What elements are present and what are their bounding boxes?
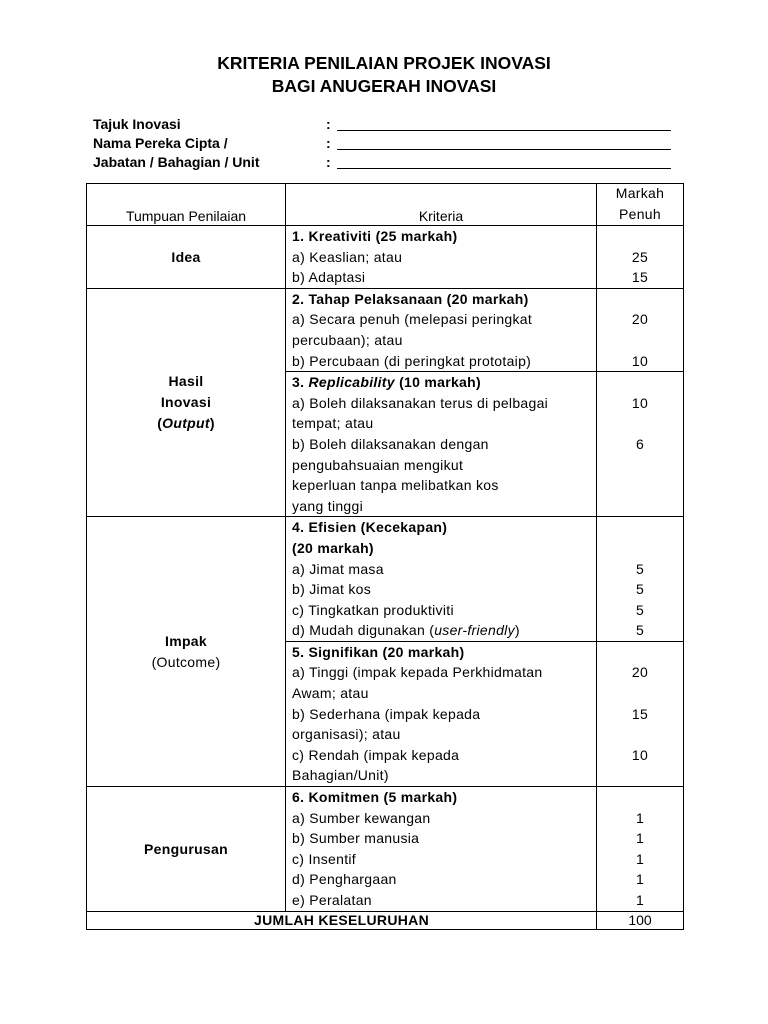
kriteria-signifikan: 5. Signifikan (20 markah) a) Tinggi (impak kepada Perkhidmatan Awam; atau b) Sederhana (impak kepada organisasi); atau c) Rendah (impak kepada Bahagian/Unit) — [286, 641, 597, 786]
markah-tahap-pelaksanaan: 20 10 — [597, 288, 684, 371]
table-total-row — [87, 911, 684, 929]
header-markah: Markah Penuh — [597, 184, 684, 226]
tumpuan-idea: Idea — [87, 226, 286, 289]
markah-kreativiti: 25 15 — [597, 226, 684, 289]
tumpuan-impak: Impak (Outcome) — [87, 517, 286, 787]
header-tumpuan: Tumpuan Penilaian — [87, 184, 286, 226]
field-colon: : — [326, 116, 331, 132]
kriteria-replicability: 3. Replicability (10 markah) a) Boleh dilaksanakan terus di pelbagai tempat; atau b) Boleh dilaksanakan dengan pengubahsuaian mengikut keperluan tanpa melibatkan kos yang tinggi — [286, 372, 597, 517]
tumpuan-pengurusan: Pengurusan — [87, 787, 286, 912]
tumpuan-hasil-inovasi: Hasil Inovasi (Output) — [87, 288, 286, 517]
table-row-pengurusan — [87, 787, 684, 912]
document-title-line-2: BAGI ANUGERAH INOVASI — [271, 76, 497, 96]
markah-komitmen: 1 1 1 1 1 — [597, 787, 684, 912]
field-label: Nama Pereka Cipta / — [93, 135, 228, 151]
kriteria-efisien: 4. Efisien (Kecekapan) (20 markah) a) Jimat masa b) Jimat kos c) Tingkatkan produktiviti d) Mudah digunakan (user-friendly) — [286, 517, 597, 642]
markah-signifikan: 20 15 10 — [597, 641, 684, 786]
table-row-idea — [87, 226, 684, 289]
field-label: Jabatan / Bahagian / Unit — [93, 154, 260, 170]
total-value: 100 — [597, 911, 684, 929]
criteria-table — [86, 183, 684, 930]
markah-efisien: 5 5 5 5 — [597, 517, 684, 642]
total-label: JUMLAH KESELURUHAN — [87, 911, 597, 929]
field-label: Tajuk Inovasi — [93, 116, 181, 132]
table-row-impak-1 — [87, 517, 684, 642]
field-colon: : — [326, 154, 331, 170]
markah-replicability: 10 6 — [597, 372, 684, 517]
field-blank-line[interactable] — [337, 149, 671, 150]
table-row-hasil-1 — [87, 288, 684, 371]
kriteria-komitmen: 6. Komitmen (5 markah) a) Sumber kewangan b) Sumber manusia c) Insentif d) Penghargaan e) Peralatan — [286, 787, 597, 912]
kriteria-tahap-pelaksanaan: 2. Tahap Pelaksanaan (20 markah) a) Secara penuh (melepasi peringkat percubaan); atau b) Percubaan (di peringkat prototaip) — [286, 288, 597, 371]
document-title-line-1: KRITERIA PENILAIAN PROJEK INOVASI — [217, 53, 551, 73]
field-colon: : — [326, 135, 331, 151]
field-blank-line[interactable] — [337, 168, 671, 169]
field-blank-line[interactable] — [337, 130, 671, 131]
header-kriteria: Kriteria — [286, 184, 597, 226]
kriteria-kreativiti: 1. Kreativiti (25 markah) a) Keaslian; atau b) Adaptasi — [286, 226, 597, 289]
table-header-row — [87, 184, 684, 226]
